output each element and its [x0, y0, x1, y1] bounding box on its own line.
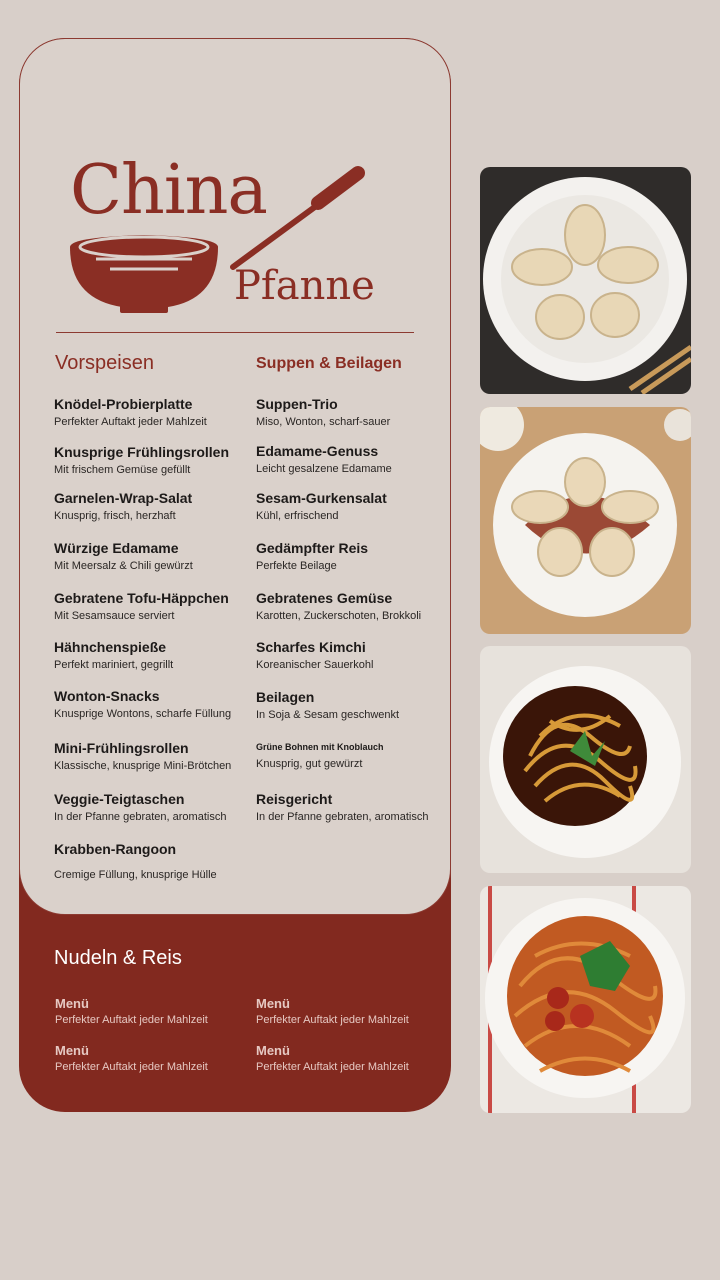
item-name: Hähnchenspieße — [54, 639, 167, 655]
item-name: Reisgericht — [256, 791, 333, 807]
menu-item — [54, 540, 254, 572]
menu-item — [54, 791, 254, 823]
logo-subtitle: Pfanne — [234, 263, 375, 309]
item-name: Krabben-Rangoon — [54, 841, 177, 857]
item-desc: Perfekte Beilage — [256, 560, 337, 572]
item-name: Knödel-Probierplatte — [54, 396, 193, 412]
menu-card-top — [19, 38, 451, 915]
menu-item — [55, 996, 255, 1026]
item-name: Menü — [55, 996, 89, 1011]
item-name: Sesam-Gurkensalat — [256, 490, 387, 506]
menu-item — [54, 444, 254, 476]
item-name: Gedämpfter Reis — [256, 540, 369, 556]
item-desc: Perfekter Auftakt jeder Mahlzeit — [55, 1061, 208, 1073]
dumplings-photo — [480, 167, 691, 394]
dumplings-chili-photo — [480, 407, 691, 634]
noodles-tomato-photo — [480, 886, 691, 1113]
divider — [56, 332, 414, 333]
item-name: Grüne Bohnen mit Knoblauch — [256, 742, 384, 752]
item-desc: Leicht gesalzene Edamame — [256, 463, 392, 475]
item-name: Scharfes Kimchi — [256, 639, 366, 655]
menu-item — [256, 791, 451, 823]
item-desc: Cremige Füllung, knusprige Hülle — [54, 869, 217, 881]
item-desc: Perfekter Auftakt jeder Mahlzeit — [256, 1061, 409, 1073]
item-name: Menü — [256, 1043, 290, 1058]
item-desc: Perfekter Auftakt jeder Mahlzeit — [54, 416, 207, 428]
item-desc: Knusprig, frisch, herzhaft — [54, 510, 176, 522]
item-desc: Miso, Wonton, scharf-sauer — [256, 416, 391, 428]
menu-item — [256, 396, 451, 428]
item-name: Veggie-Teigtaschen — [54, 791, 185, 807]
item-name: Wonton-Snacks — [54, 688, 160, 704]
section-title-suppen: Suppen & Beilagen — [256, 355, 402, 372]
logo-title: China — [70, 151, 267, 230]
menu-item — [54, 590, 254, 622]
item-name: Gebratenes Gemüse — [256, 590, 393, 606]
item-desc: Perfekt mariniert, gegrillt — [54, 659, 174, 671]
item-name: Beilagen — [256, 689, 315, 705]
item-desc: Knusprig, gut gewürzt — [256, 758, 363, 770]
menu-item — [54, 639, 254, 671]
item-desc: Perfekter Auftakt jeder Mahlzeit — [55, 1014, 208, 1026]
item-desc: Mit Meersalz & Chili gewürzt — [54, 560, 193, 572]
menu-item — [256, 1043, 451, 1073]
menu-item — [256, 742, 451, 770]
menu-item — [256, 490, 451, 522]
menu-item — [256, 996, 451, 1026]
item-desc: In Soja & Sesam geschwenkt — [256, 709, 400, 721]
noodles-sauce-photo — [480, 646, 691, 873]
item-name: Würzige Edamame — [54, 540, 179, 556]
menu-item — [55, 1043, 255, 1073]
item-desc: Koreanischer Sauerkohl — [256, 659, 374, 671]
item-desc: In der Pfanne gebraten, aromatisch — [256, 811, 429, 823]
item-desc: Mit frischem Gemüse gefüllt — [54, 464, 191, 476]
item-desc: Knusprige Wontons, scharfe Füllung — [54, 708, 232, 720]
menu-item — [256, 689, 451, 721]
menu-item — [54, 740, 254, 772]
section-title-nudeln: Nudeln & Reis — [54, 947, 182, 969]
item-name: Gebratene Tofu-Häppchen — [54, 590, 229, 606]
menu-item — [54, 396, 254, 428]
section-title-vorspeisen: Vorspeisen — [55, 352, 154, 374]
item-name: Menü — [256, 996, 290, 1011]
item-name: Knusprige Frühlingsrollen — [54, 444, 230, 460]
item-name: Garnelen-Wrap-Salat — [54, 490, 193, 506]
menu-item — [256, 540, 451, 572]
menu-card — [19, 38, 451, 1112]
menu-item — [256, 590, 451, 622]
menu-item — [256, 639, 451, 671]
menu-item — [54, 688, 254, 720]
item-desc: Karotten, Zuckerschoten, Brokkoli — [256, 610, 422, 622]
item-desc: In der Pfanne gebraten, aromatisch — [54, 811, 227, 823]
item-name: Edamame-Genuss — [256, 443, 379, 459]
item-desc: Perfekter Auftakt jeder Mahlzeit — [256, 1014, 409, 1026]
menu-item — [256, 443, 451, 475]
item-desc: Kühl, erfrischend — [256, 510, 339, 522]
menu-item — [54, 490, 254, 522]
item-desc: Mit Sesamsauce serviert — [54, 610, 175, 622]
item-desc: Klassische, knusprige Mini-Brötchen — [54, 760, 232, 772]
menu-item — [54, 841, 254, 881]
item-name: Suppen-Trio — [256, 396, 338, 412]
item-name: Mini-Frühlingsrollen — [54, 740, 189, 756]
item-name: Menü — [55, 1043, 89, 1058]
